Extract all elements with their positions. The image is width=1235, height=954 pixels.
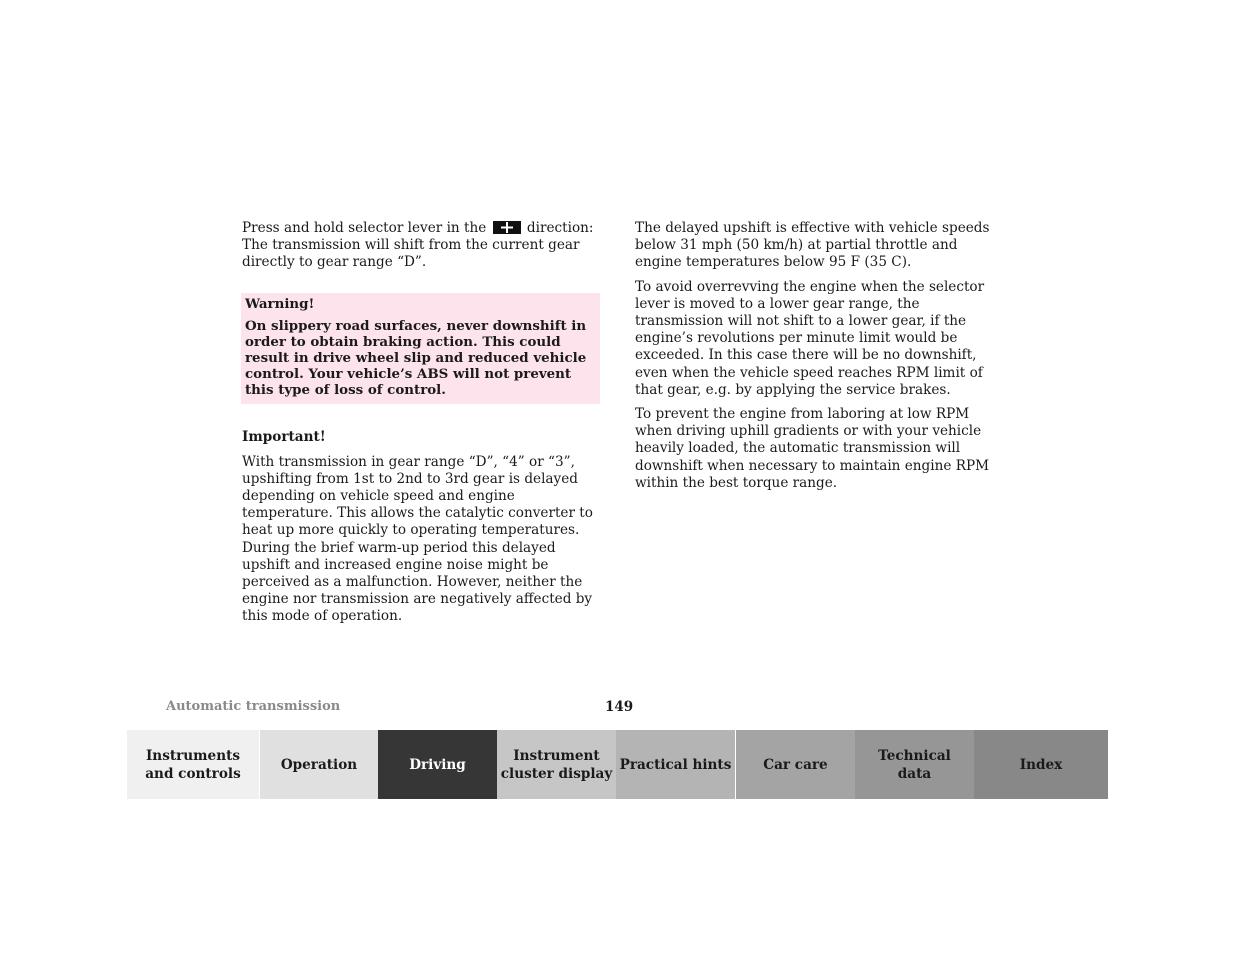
- intro-paragraph: [242, 220, 600, 272]
- tab-practical-hints[interactable]: Practical hints: [616, 730, 736, 799]
- right-column: [635, 220, 995, 499]
- tab-index[interactable]: Index: [974, 730, 1108, 799]
- right-paragraph-3: To prevent the engine from laboring at low RPM when driving uphill gradients or with your vehicle heavily loaded, the automatic transmission will downshift when necessary to maintain engine RPM within the best torque range.: [635, 406, 990, 491]
- right-paragraph-2: To avoid overrevving the engine when the selector lever is moved to a lower gear range, the transmission will not shift to a lower gear, if the engine’s revolutions per minute limit would be exceeded. In this case there will be no downshift, even when the vehicle speed reaches RPM limit of that gear, e.g. by applying the service brakes.: [635, 278, 985, 398]
- chapter-nav: [127, 730, 1108, 799]
- important-text: With transmission in gear range “D”, “4” or “3”, upshifting from 1st to 2nd to 3rd gear is delayed depending on vehicle speed and engine temperature. This allows the catalytic converter to heat up more quickly to operating temperatures. During the brief warm-up period this delayed upshift and increased engine noise might be perceived as a malfunction. However, neither the engine nor transmission are negatively affected by this mode of operation.: [242, 453, 593, 625]
- page-number: 149: [605, 699, 634, 715]
- warning-text: On slippery road surfaces, never downshift in order to obtain braking action. This could result in drive wheel slip and reduced vehicle control. Your vehicle’s ABS will not prevent this type of loss of control.: [245, 318, 587, 398]
- tab-operation[interactable]: Operation: [259, 730, 378, 799]
- tab-technical-data[interactable]: Technical data: [855, 730, 974, 799]
- warning-title: Warning!: [245, 295, 315, 312]
- tab-driving[interactable]: Driving: [378, 730, 497, 799]
- important-title: Important!: [242, 429, 326, 446]
- section-title: Automatic transmission: [166, 699, 341, 714]
- right-paragraph-1: The delayed upshift is effective with vehicle speeds below 31 mph (50 km/h) at partial throttle and engine temperatures below 95 F (35 C).: [635, 220, 990, 271]
- tab-instrument-cluster-display[interactable]: Instrument cluster display: [497, 730, 616, 799]
- plus-icon: [493, 221, 521, 234]
- tab-car-care[interactable]: Car care: [736, 730, 855, 799]
- intro-text-start: Press and hold selector lever in the: [242, 220, 487, 236]
- warning-box: [241, 293, 600, 405]
- left-column: [242, 220, 600, 633]
- intro-text-end: direction: The transmission will shift from the current gear directly to gear range “D”.: [242, 220, 594, 271]
- tab-instruments-and-controls[interactable]: Instruments and controls: [127, 730, 259, 799]
